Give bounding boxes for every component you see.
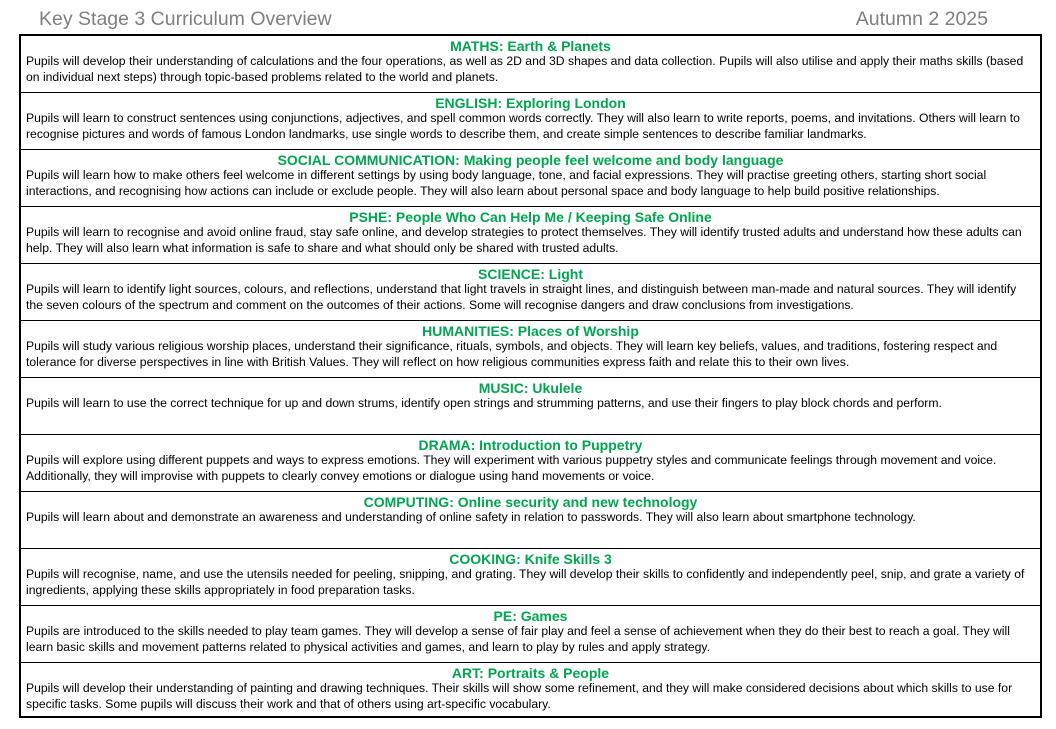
subject-description: Pupils will explore using different puppets and ways to express emotions. They will experiment with various puppetry styles and communicate feelings through movement and voice. Additionally, they will improvise with puppets to clearly convey emotions or dialogue using hand movements or voice.	[26, 453, 997, 483]
subject-description: Pupils are introduced to the skills needed to play team games. They will develop a sense of fair play and feel a sense of achievement when they do their best to reach a goal. They will learn basic skills and movement patterns related to physical activities and games, and learn to play by rules and apply strategy.	[26, 624, 1010, 654]
subject-heading: ENGLISH: Exploring London	[435, 95, 626, 111]
subject-row-pe	[21, 606, 1040, 663]
subject-row-social-communication	[21, 150, 1040, 207]
subject-description: Pupils will learn about and demonstrate an awareness and understanding of online safety in relation to passwords. They will also learn about smartphone technology.	[26, 510, 916, 524]
subject-heading: PE: Games	[493, 608, 568, 624]
term-label: Autumn 2 2025	[855, 8, 988, 30]
subject-row-english	[21, 93, 1040, 150]
subject-description: Pupils will learn to recognise and avoid online fraud, stay safe online, and develop strategies to protect themselves. They will identify trusted adults and understand how these adults can help. They will also learn what information is safe to share and what should only be shared with trusted adults.	[26, 225, 1022, 255]
subject-row-humanities	[21, 321, 1040, 378]
subject-description: Pupils will study various religious worship places, understand their significance, rituals, symbols, and objects. They will learn key beliefs, values, and traditions, fostering respect and tolerance for diverse perspectives in line with British Values. They will reflect on how religious communities express faith and relate this to their own lives.	[26, 339, 998, 369]
subject-heading: SCIENCE: Light	[478, 266, 583, 282]
subject-description: Pupils will learn how to make others feel welcome in different settings by using body language, tone, and facial expressions. They will practise greeting others, starting short social interactions, and recognising how actions can include or exclude people. They will also learn about personal space and body language to help build positive relationships.	[26, 168, 987, 198]
subject-row-cooking	[21, 549, 1040, 606]
subject-row-science	[21, 264, 1040, 321]
subject-row-music	[21, 378, 1040, 435]
subject-heading: COMPUTING: Online security and new technology	[363, 494, 698, 510]
subject-row-maths	[21, 36, 1040, 93]
subject-description: Pupils will learn to use the correct technique for up and down strums, identify open strings and strumming patterns, and use their fingers to play block chords and perform.	[26, 396, 942, 410]
subject-row-pshe	[21, 207, 1040, 264]
subject-heading: MUSIC: Ukulele	[478, 380, 583, 396]
page-header	[0, 8, 1056, 34]
page-title: Key Stage 3 Curriculum Overview	[39, 8, 332, 30]
subject-heading: SOCIAL COMMUNICATION: Making people feel welcome and body language	[277, 152, 784, 168]
subject-description: Pupils will learn to identify light sources, colours, and reflections, understand that light travels in straight lines, and distinguish between man-made and natural sources. They will identify the seven colours of the spectrum and comment on the outcomes of their actions. Some will recognise dangers and draw conclusions from investigations.	[26, 282, 1017, 312]
subject-description: Pupils will develop their understanding of painting and drawing techniques. Their skills will show some refinement, and they will make considered decisions about which skills to use for specific tasks. Some pupils will discuss their work and that of others using art-specific vocabulary.	[26, 681, 1013, 711]
subject-row-drama	[21, 435, 1040, 492]
subject-heading: ART: Portraits & People	[451, 665, 610, 681]
subject-row-computing	[21, 492, 1040, 549]
subject-description: Pupils will learn to construct sentences using conjunctions, adjectives, and spell common words correctly. They will also learn to write reports, poems, and invitations. Others will learn to recognise pictures and words of famous London landmarks, use single words to describe them, and create simple sentences to describe familiar landmarks.	[26, 111, 1020, 141]
subject-description: Pupils will recognise, name, and use the utensils needed for peeling, snipping, and grating. They will develop their skills to confidently and independently peel, snip, and grate a variety of ingredients, applying these skills appropriately in food preparation tasks.	[26, 567, 1025, 597]
subject-description: Pupils will develop their understanding of calculations and the four operations, as well as 2D and 3D shapes and data collection. Pupils will also utilise and apply their maths skills (based on individual next steps) through topic-based problems related to the world and planets.	[26, 54, 1024, 84]
subject-heading: COOKING: Knife Skills 3	[449, 551, 612, 567]
subject-heading: MATHS: Earth & Planets	[450, 38, 611, 54]
subject-heading: PSHE: People Who Can Help Me / Keeping Safe Online	[349, 209, 712, 225]
curriculum-table	[19, 34, 1042, 718]
subject-row-art	[21, 663, 1040, 720]
subject-heading: DRAMA: Introduction to Puppetry	[418, 437, 643, 453]
subject-heading: HUMANITIES: Places of Worship	[422, 323, 639, 339]
